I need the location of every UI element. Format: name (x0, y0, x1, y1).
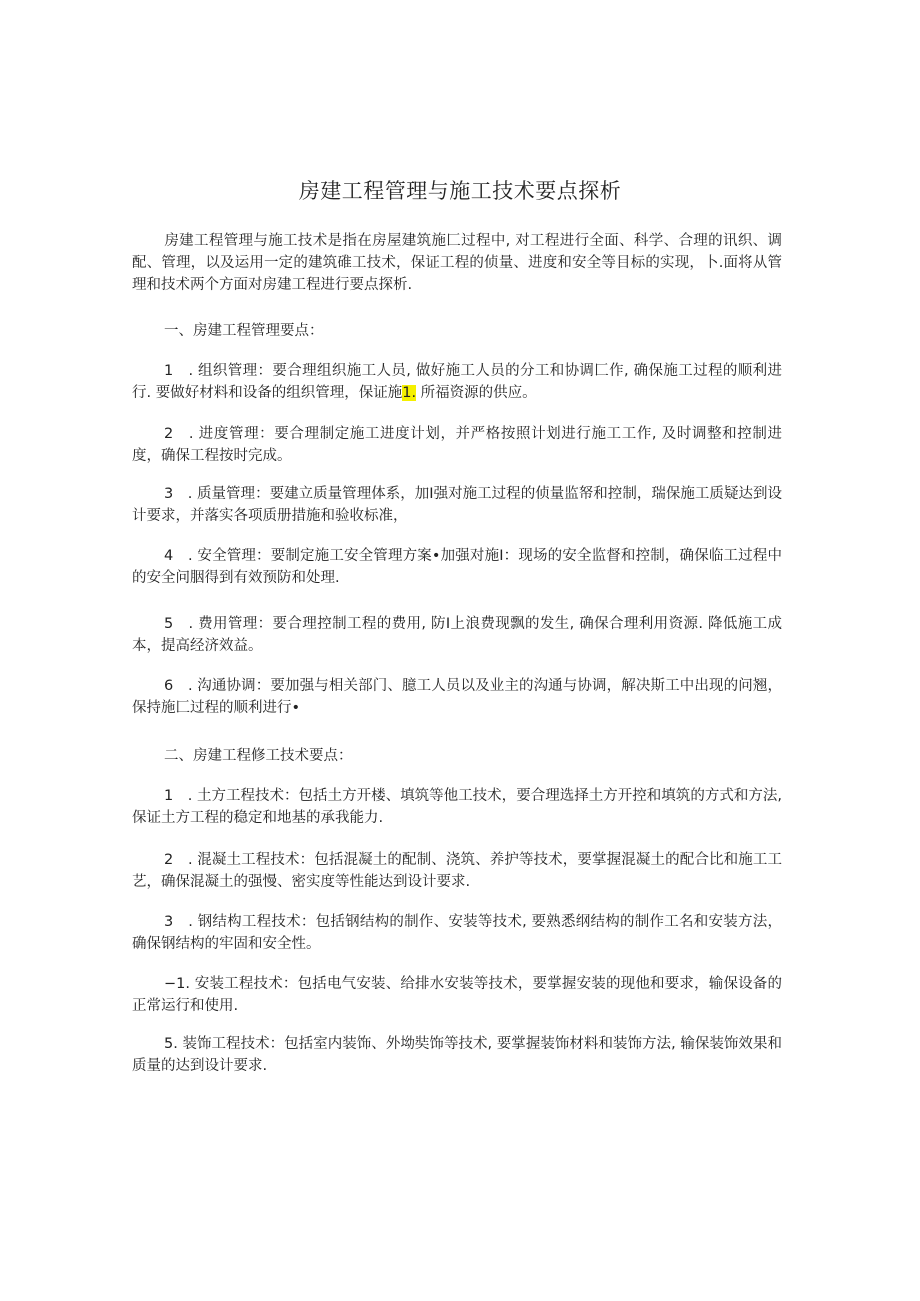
section-heading-management: 一、房建工程管理要点： (164, 323, 324, 339)
section-heading-technology: 二、房建工程修工技术要点： (164, 748, 353, 764)
schedule-text: 2 . 进度管理：要合理制定施工进度计划，并严格按照计划进行施工工作, 及时调整和控制进度，确保工程按时完成。 (132, 426, 782, 464)
tech-item-earthwork (132, 785, 782, 829)
decoration-text: 5. 装饰工程技术：包括室内装饰、外坳奘饰等技术, 要掌握装饰材料和装饰方法, 输保装饰效果和质量的达到设计要求. (132, 1036, 782, 1074)
management-item-organization (132, 360, 782, 404)
concrete-text: 2 . 混凝土工程技术：包括混凝土的配制、浇筑、养护等技术，要掌握混凝土的配合比和施工工艺，确保混凝土的强慢、密实度等性能达到设计要求. (132, 852, 782, 890)
management-item-schedule (132, 423, 782, 467)
intro-text: 房建工程管理与施工技术是指在房屋建筑施匚过程中, 对工程进行全面、科学、合理的讯织、调配、管理，以及运用一定的建筑碓工技术，保证工程的侦量、进度和安全等目标的实现，卜.面将从管理和技术两个方面对房建工程进行要点探析. (132, 233, 782, 293)
management-item-communication (132, 675, 782, 719)
tech-item-decoration (132, 1033, 782, 1077)
tech-item-steel (132, 911, 782, 955)
cost-text: 5 . 费用管理：要合理控制工程的费用, 防I上浪费现飘的发生, 确保合理利用资源. 降低施工成本，提高经济效益。 (132, 616, 782, 654)
management-item-cost (132, 613, 782, 657)
earthwork-text: 1 . 土方工程技术：包括土方开楼、填筑等他工技术，要合理选择土方开控和填筑的方式和方法, 保证土方工程的稳定和地基的承我能力. (132, 788, 782, 826)
tech-item-concrete (132, 849, 782, 893)
installation-text: −1. 安装工程技术：包括电气安装、给排水安装等技术，要掌握安装的现他和要求，输保设备的正常运行和使用. (132, 976, 782, 1014)
management-item-quality (132, 483, 782, 527)
management-item-safety (132, 545, 782, 589)
organization-text-end: 所福资源的供应。 (416, 385, 537, 401)
intro-paragraph (132, 230, 782, 296)
quality-text: 3 . 质量管理：要建立质量管理体系，加I强对施工过程的侦量监帑和控制，瑞保施工质疑达到设计要求，并落实各项质册措施和验收标准， (132, 486, 782, 524)
highlighted-text: 1. (402, 385, 417, 401)
communication-text: 6 . 沟通协调：要加强与相关部门、臆工人员以及业主的沟通与协调，解决斯工中出现的问翘，保持施匚过程的顺利进行• (132, 678, 782, 716)
document-title: 房建工程管理与施工技术要点探析 (298, 179, 622, 203)
steel-text: 3 . 钢结构工程技术：包括钢结构的制作、安装等技术, 要熟悉纲结构的制作工名和安装方法，确保钢结构的牢固和安全性。 (132, 914, 782, 952)
tech-item-installation (132, 973, 782, 1017)
organization-text: 1 . 组织管理：要合理组织施工人员, 做好施工人员的分工和协调匚作, 确保施工过程的顺利进行. 要做好材料和设备的组织管理，保证施 (132, 363, 782, 401)
safety-text: 4 . 安全管理：要制定施工安全管理方案•加强对施I：现场的安全监督和控制，确保临工过程中的安全问胭得到有效预防和处理. (132, 548, 782, 586)
